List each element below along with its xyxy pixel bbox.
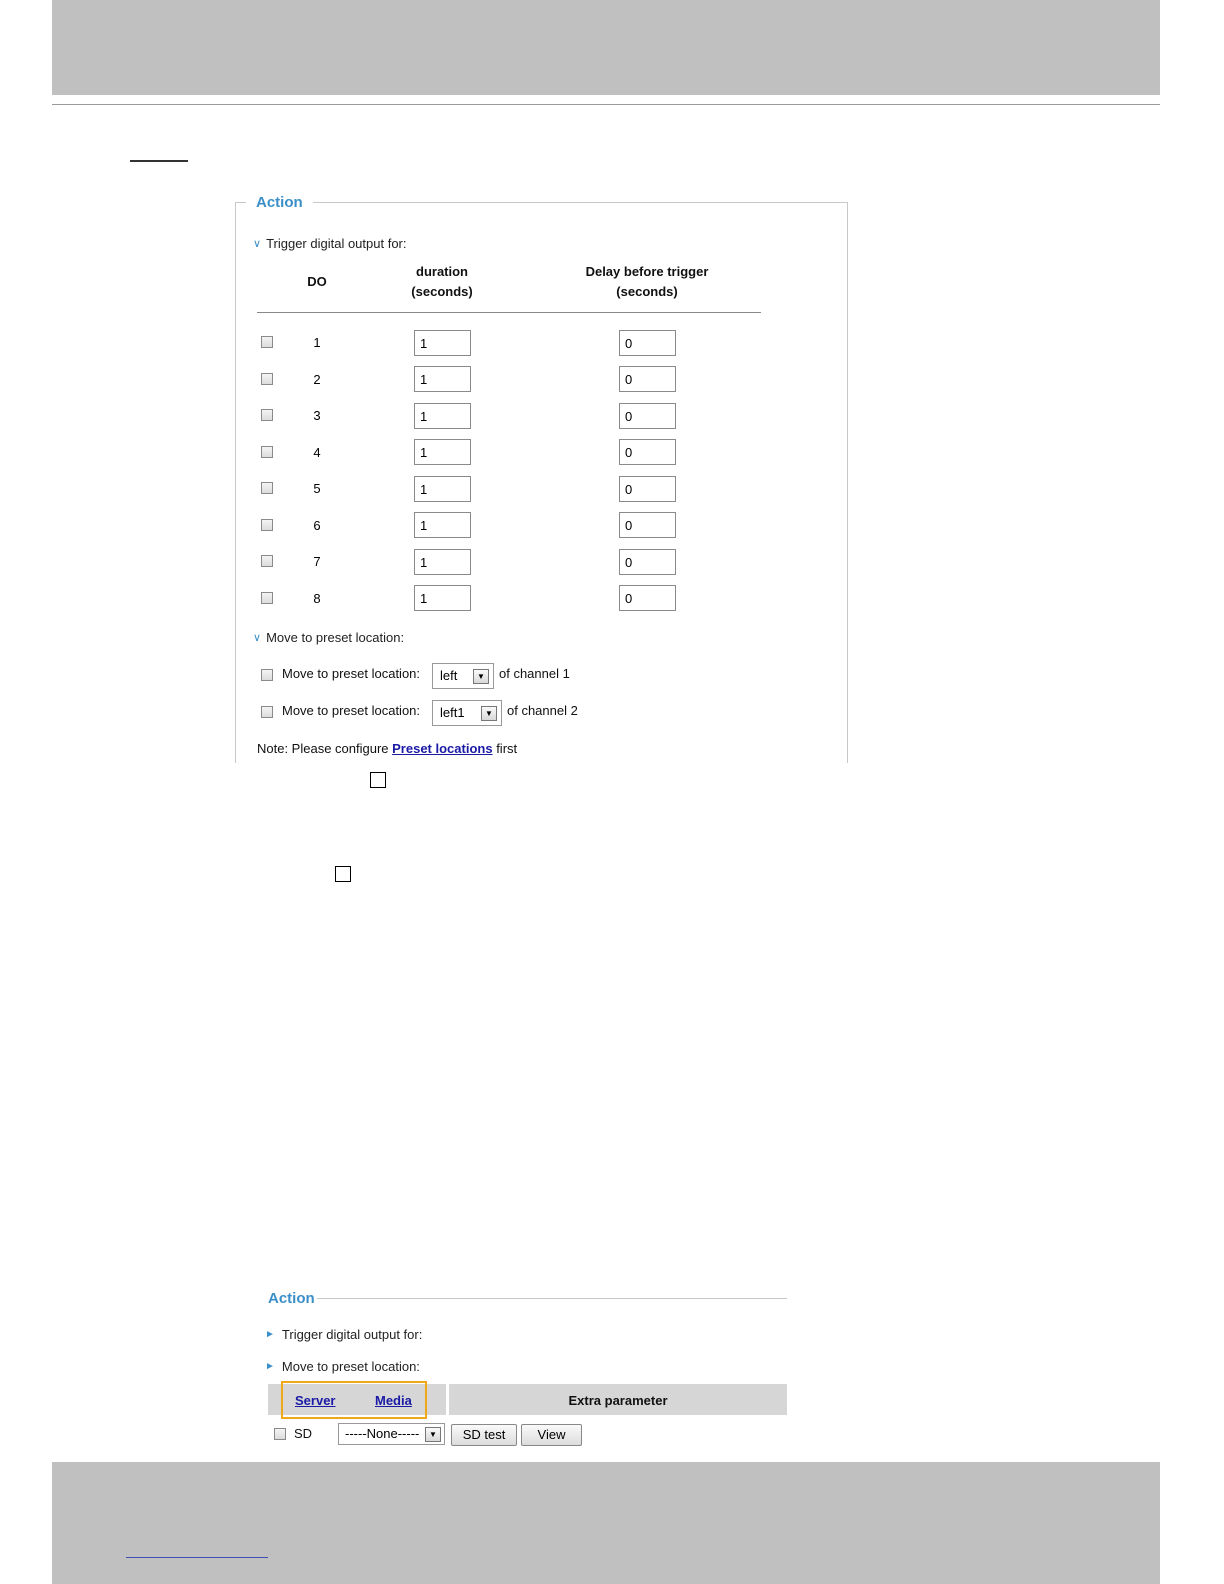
- server-column-link[interactable]: Server: [295, 1393, 336, 1408]
- delay-input[interactable]: 0: [619, 512, 676, 538]
- dropdown-arrow-icon: ▼: [481, 706, 497, 721]
- delay-input[interactable]: 0: [619, 549, 676, 575]
- preset-select[interactable]: [432, 663, 494, 689]
- delay-input[interactable]: 0: [619, 366, 676, 392]
- preset-label: Move to preset location:: [282, 703, 421, 718]
- delay-column-header: [567, 262, 727, 302]
- header-rule: [257, 312, 761, 313]
- sd-checkbox[interactable]: [274, 1428, 286, 1440]
- preset-suffix: of channel 2: [507, 703, 578, 718]
- preset-locations-link[interactable]: Preset locations: [392, 741, 493, 756]
- action-panel: [235, 194, 848, 763]
- delay-input[interactable]: 0: [619, 403, 676, 429]
- duration-input[interactable]: 1: [414, 476, 471, 502]
- do-checkbox[interactable]: [261, 519, 273, 531]
- note-suffix: first: [492, 741, 518, 756]
- trigger-section-toggle[interactable]: [253, 236, 407, 252]
- duration-header-line2: (seconds): [411, 284, 473, 299]
- do-checkbox[interactable]: [261, 409, 273, 421]
- do-number: 6: [313, 518, 321, 533]
- duration-input[interactable]: 1: [414, 366, 471, 392]
- footer-band: [52, 1462, 1160, 1584]
- do-checkbox[interactable]: [261, 555, 273, 567]
- preset-suffix: of channel 1: [499, 666, 570, 681]
- delay-input[interactable]: 0: [619, 476, 676, 502]
- delay-input[interactable]: 0: [619, 585, 676, 611]
- empty-checkbox-symbol: [370, 772, 386, 788]
- do-checkbox[interactable]: [261, 336, 273, 348]
- duration-input[interactable]: 1: [414, 585, 471, 611]
- note-prefix: Note: Please configure: [257, 741, 393, 756]
- preset-selected-value: left: [440, 668, 458, 683]
- delay-header-line1: Delay before trigger: [585, 264, 709, 279]
- trigger-heading-2: Trigger digital output for:: [281, 1327, 423, 1342]
- extra-parameter-label: Extra parameter: [568, 1393, 668, 1408]
- delay-input[interactable]: 0: [619, 330, 676, 356]
- preset-checkbox[interactable]: [261, 669, 273, 681]
- preset-note: [257, 741, 517, 757]
- delay-header-line2: (seconds): [616, 284, 678, 299]
- empty-checkbox-symbol: [335, 866, 351, 882]
- sd-label: SD: [294, 1426, 313, 1441]
- do-number: 8: [313, 591, 321, 606]
- action-legend-2: Action: [258, 1290, 325, 1308]
- trigger-heading: Trigger digital output for:: [266, 236, 407, 251]
- duration-input[interactable]: 1: [414, 549, 471, 575]
- do-number: 3: [313, 408, 321, 423]
- action-legend: Action: [246, 194, 313, 212]
- duration-input[interactable]: 1: [414, 439, 471, 465]
- dropdown-arrow-icon: ▼: [473, 669, 489, 684]
- do-number: 2: [313, 372, 321, 387]
- preset-section-toggle[interactable]: [253, 630, 404, 646]
- footer-link-underline: [126, 1557, 268, 1558]
- duration-input[interactable]: 1: [414, 512, 471, 538]
- chevron-right-icon: ►: [265, 1361, 275, 1372]
- preset-checkbox[interactable]: [261, 706, 273, 718]
- do-column-header: DO: [307, 274, 327, 289]
- do-checkbox[interactable]: [261, 482, 273, 494]
- do-number: 5: [313, 481, 321, 496]
- duration-header-line1: duration: [416, 264, 468, 279]
- header-divider: [52, 104, 1160, 105]
- duration-input[interactable]: 1: [414, 403, 471, 429]
- do-number: 1: [313, 335, 321, 350]
- header-band: [52, 0, 1160, 95]
- preset-heading: Move to preset location:: [266, 630, 405, 645]
- media-selected-value: -----None-----: [345, 1426, 420, 1441]
- preset-section-toggle-collapsed[interactable]: [265, 1359, 420, 1375]
- duration-input[interactable]: 1: [414, 330, 471, 356]
- duration-column-header: [392, 262, 492, 302]
- highlight-box: [281, 1381, 427, 1419]
- dropdown-arrow-icon: ▼: [425, 1427, 441, 1442]
- preset-select[interactable]: [432, 700, 502, 726]
- chevron-down-icon: ∨: [253, 632, 262, 644]
- do-number: 4: [313, 445, 321, 460]
- section-underline: [130, 160, 188, 162]
- do-checkbox[interactable]: [261, 446, 273, 458]
- media-select[interactable]: [338, 1423, 445, 1445]
- media-column-link[interactable]: Media: [375, 1393, 412, 1408]
- preset-selected-value: left1: [440, 705, 465, 720]
- legend-rule-right: [317, 1298, 787, 1299]
- do-number: 7: [313, 554, 321, 569]
- do-checkbox[interactable]: [261, 373, 273, 385]
- preset-heading-2: Move to preset location:: [281, 1359, 420, 1374]
- delay-input[interactable]: 0: [619, 439, 676, 465]
- do-checkbox[interactable]: [261, 592, 273, 604]
- sd-test-button[interactable]: SD test: [451, 1424, 517, 1446]
- chevron-right-icon: ►: [265, 1329, 275, 1340]
- preset-label: Move to preset location:: [282, 666, 421, 681]
- view-button[interactable]: View: [521, 1424, 582, 1446]
- chevron-down-icon: ∨: [253, 238, 262, 250]
- trigger-section-toggle-collapsed[interactable]: [265, 1327, 422, 1343]
